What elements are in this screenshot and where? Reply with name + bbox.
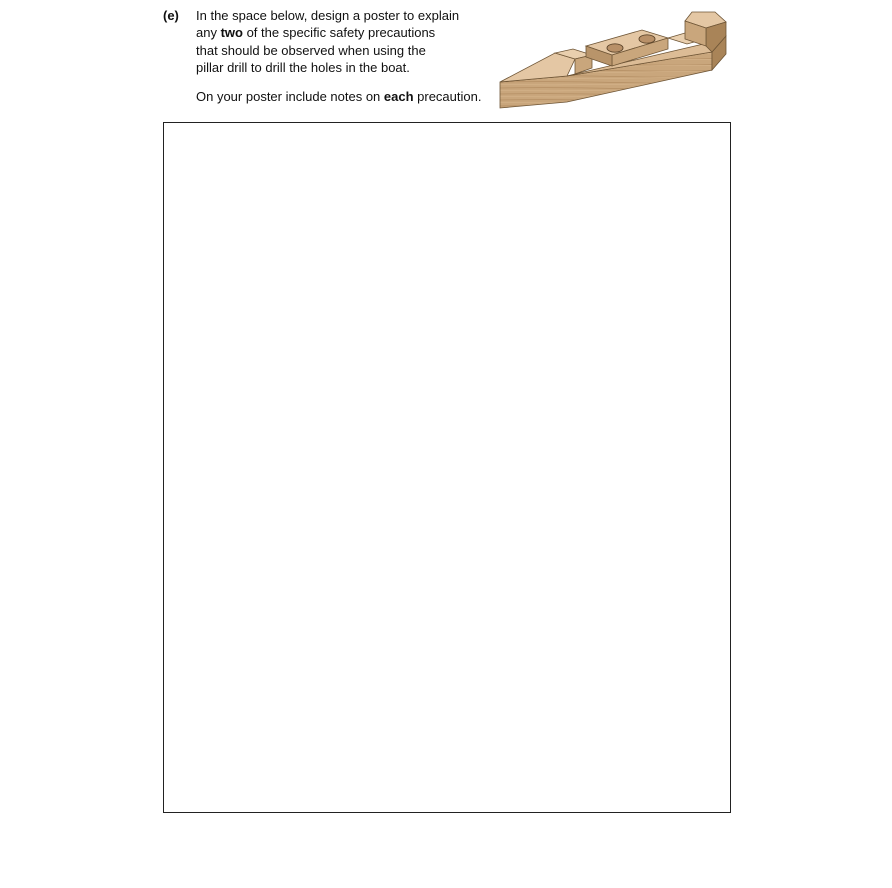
emphasis-each: each (383, 89, 414, 105)
instruction-end: precaution. (413, 89, 482, 105)
poster-answer-box[interactable] (163, 122, 731, 813)
boat-illustration (497, 8, 731, 114)
question-instruction (196, 88, 486, 105)
question-line-3: that should be observed when using the (196, 42, 426, 58)
question-line-2-start: any (196, 25, 221, 41)
instruction-start: On your poster include notes on (196, 89, 384, 105)
question-line-2 (196, 24, 486, 41)
drilled-hole-2 (639, 35, 655, 43)
question-line-4: pillar drill to drill the holes in the boat. (196, 59, 410, 75)
question-text (196, 7, 486, 105)
question-label: (e) (163, 8, 179, 23)
question-line-1: In the space below, design a poster to explain (196, 8, 460, 23)
emphasis-two: two (220, 25, 243, 41)
question-line-2-end: of the specific safety precautions (242, 25, 436, 41)
drilled-hole-1 (607, 44, 623, 52)
